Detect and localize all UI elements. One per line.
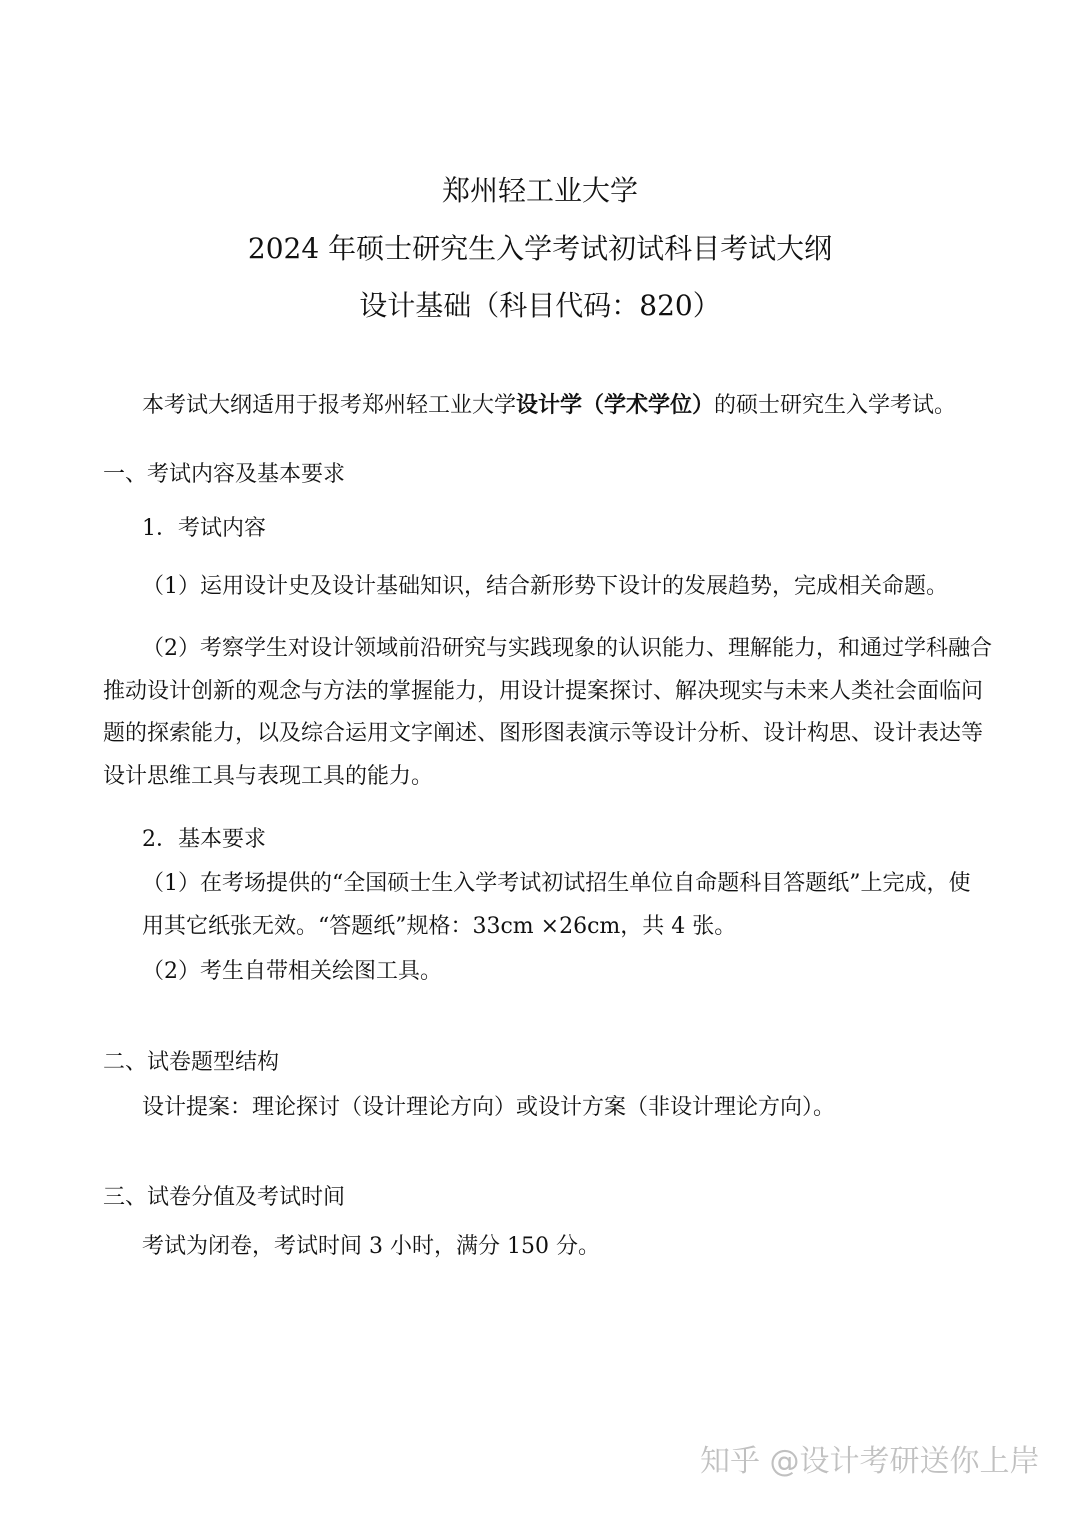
section1-sub2-item1-line2: 用其它纸张无效。“答题纸”规格：33cm ×26cm，共 4 张。 bbox=[142, 914, 737, 939]
intro-degree: 设计学（学术学位） bbox=[516, 392, 715, 418]
section1-sub1-item2-line1: （2）考察学生对设计领域前沿研究与实践现象的认识能力、理解能力，和通过学科融合 bbox=[142, 636, 992, 661]
section2-body: 设计提案：理论探讨（设计理论方向）或设计方案（非设计理论方向）。 bbox=[142, 1095, 836, 1120]
section1-sub2-item1-line1: （1）在考场提供的“全国硕士生入学考试初试招生单位自命题科目答题纸”上完成，使 bbox=[142, 871, 971, 896]
zhihu-watermark: 知乎 @设计考研送你上岸 bbox=[700, 1444, 1040, 1479]
section2-heading: 二、试卷题型结构 bbox=[103, 1050, 280, 1075]
subject-title: 设计基础（科目代码：820） bbox=[359, 289, 721, 322]
intro-prefix: 本考试大纲适用于报考郑州轻工业大学 bbox=[142, 393, 517, 418]
section1-sub1-item2-line4: 设计思维工具与表现工具的能力。 bbox=[103, 764, 434, 789]
section1-sub2-item2: （2）考生自带相关绘图工具。 bbox=[142, 959, 442, 984]
section1-sub1-heading: 1．考试内容 bbox=[142, 516, 266, 541]
section3-body: 考试为闭卷，考试时间 3 小时，满分 150 分。 bbox=[142, 1234, 600, 1259]
section1-sub1-item2-line2: 推动设计创新的观念与方法的掌握能力，用设计提案探讨、解决现实与未来人类社会面临问 bbox=[103, 679, 984, 704]
section1-sub2-heading: 2．基本要求 bbox=[142, 827, 266, 852]
exam-title: 2024 年硕士研究生入学考试初试科目考试大纲 bbox=[247, 232, 833, 265]
university-title: 郑州轻工业大学 bbox=[441, 174, 638, 207]
section1-heading: 一、考试内容及基本要求 bbox=[103, 462, 346, 487]
section3-heading: 三、试卷分值及考试时间 bbox=[103, 1185, 346, 1210]
intro-paragraph bbox=[142, 390, 956, 421]
intro-suffix: 的硕士研究生入学考试。 bbox=[714, 393, 957, 418]
section1-sub1-item1: （1）运用设计史及设计基础知识，结合新形势下设计的发展趋势，完成相关命题。 bbox=[142, 574, 948, 599]
section1-sub1-item2-line3: 题的探索能力，以及综合运用文字阐述、图形图表演示等设计分析、设计构思、设计表达等 bbox=[103, 721, 984, 746]
